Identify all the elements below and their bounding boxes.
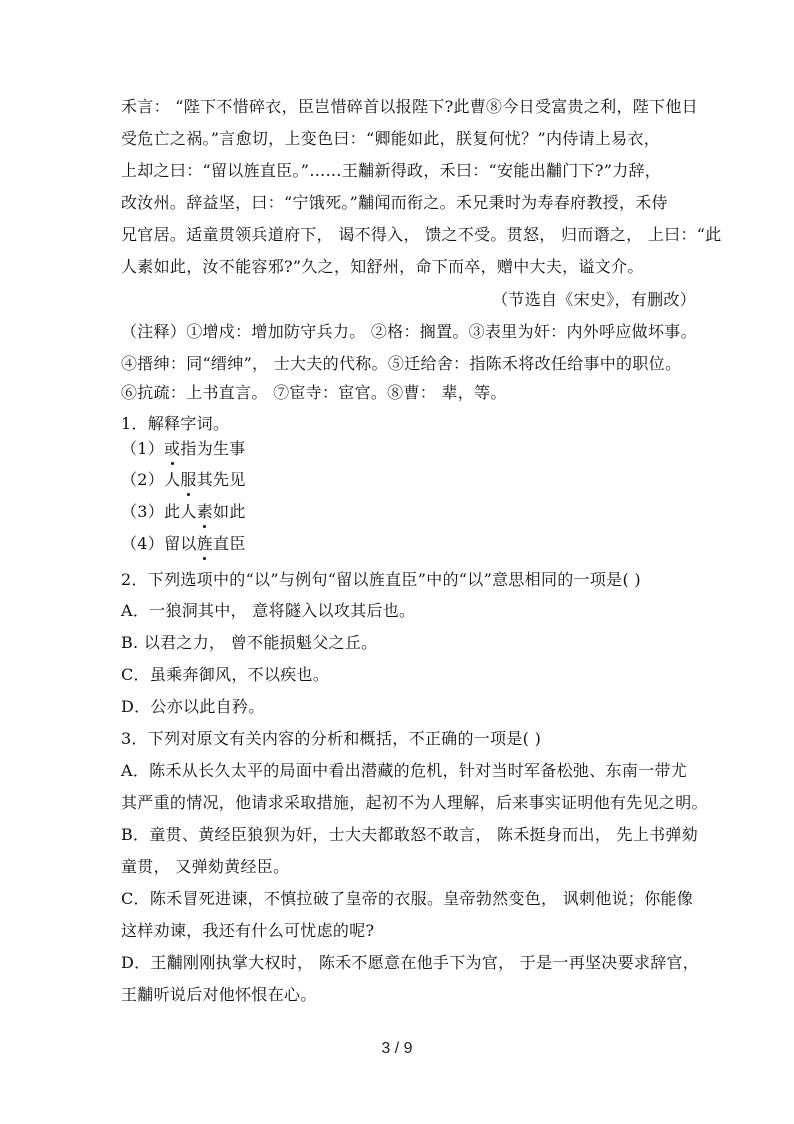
question-3-option-line: 这样劝谏，我还有什么可忧虑的呢? [121,921,375,940]
item-text-after: 如此 [213,502,246,521]
note-line: （注释）①增戍：增加防守兵力。 ②格：搁置。③表里为奸：内外呼应做坏事。 [121,322,697,341]
question-3-option-line: 王黼听说后对他怀恨在心。 [121,985,317,1004]
question-2-option-a: A．一狼洞其中， 意将隧入以攻其后也。 [121,601,416,620]
question-3-option-line: 童贯， 又弹劾黄经臣。 [121,857,290,876]
question-1-item [121,470,246,490]
item-prefix: （3） [121,502,165,521]
dotted-character: 服 [180,470,197,489]
passage-line: 禾言： “陛下不惜碎衣，臣岂惜碎首以报陛下?此曹⑧今日受富贵之利，陛下他日 [121,97,698,116]
item-text-after: 直臣 [213,534,246,553]
question-2-option-b: B. 以君之力， 曾不能损魁父之丘。 [121,633,378,652]
item-text-after: 指为生事 [180,439,246,458]
question-1-stem: 1．解释字词。 [121,414,230,433]
question-3-option-line: D．王黼刚刚执掌大权时， 陈禾不愿意在他手下为官， 于是一再坚决要求辞官， [121,953,700,972]
passage-line: 受危亡之祸。”言愈切，上变色曰：“卿能如此，朕复何忧？”内侍请上易衣， [121,129,661,148]
question-3-option-line: A．陈禾从长久太平的局面中看出潜藏的危机，针对当时军备松弛、东南一带尤 [121,761,688,780]
item-prefix: （4） [121,534,165,553]
dotted-character: 旌 [196,534,214,553]
note-line: ⑥抗疏：上书直言。 ⑦宦寺：宦官。⑧曹： 辈，等。 [121,383,507,402]
question-2-option-c: C．虽乘奔御风，不以疾也。 [121,665,330,684]
question-3-option-line: C．陈禾冒死进谏，不慎拉破了皇帝的衣服。皇帝勃然变色， 讽刺他说；你能像 [121,889,694,908]
item-text-before: 此人 [164,502,197,521]
dotted-character: 素 [196,502,214,521]
item-text-before: 人 [164,470,181,489]
question-1-item [121,502,246,522]
question-3-option-line: 其严重的情况，他请求采取措施，起初不为人理解，后来事实证明他有先见之明。 [121,793,708,812]
question-1-item [121,439,246,459]
item-text-after: 其先见 [196,470,246,489]
question-3-option-line: B．童贯、黄经臣狼狈为奸，士大夫都敢怒不敢言， 陈禾挺身而出， 先上书弹劾 [121,825,699,844]
passage-line: 人素如此，汝不能容邪?”久之，知舒州，命下而卒，赠中大夫，谥文介。 [121,257,644,276]
item-text-before: 留以 [164,534,197,553]
note-line: ④搢绅：同“缙绅”， 士大夫的代称。⑤迁给舍：指陈禾将改任给事中的职位。 [121,354,682,373]
question-2-option-d: D．公亦以此自矜。 [121,697,265,716]
passage-line: 改汝州。辞益坚，曰：“宁饿死。”黼闻而衔之。禾兄秉时为寿春府教授，禾侍 [121,193,668,212]
passage-line: 上却之曰：“留以旌直臣。”……王黼新得政，禾曰：“安能出黼门下?”力辞， [121,161,662,180]
question-1-item [121,534,246,554]
item-prefix: （2） [121,470,165,489]
passage-source: （节选自《宋史》，有删改） [492,290,696,309]
item-prefix: （1） [121,439,165,458]
dotted-character: 或 [164,439,181,458]
passage-line: 兄官居。适童贯领兵道府下， 谒不得入， 馈之不受。贯怒， 归而谮之， 上曰：“此 [121,225,722,244]
question-2-stem: 2．下列选项中的“以”与例句“留以旌直臣”中的“以”意思相同的一项是( ) [121,570,641,589]
question-3-stem: 3．下列对原文有关内容的分析和概括，不正确的一项是( ) [121,729,542,748]
page-number: 3 / 9 [381,1040,413,1057]
